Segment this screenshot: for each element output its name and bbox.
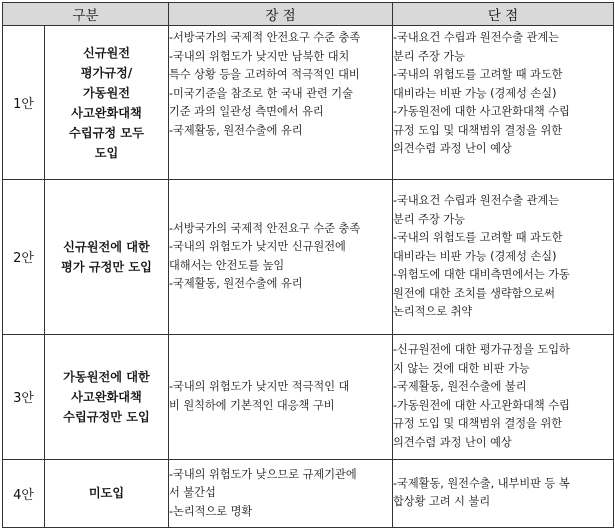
plan-label: 2안 bbox=[3, 180, 45, 334]
point-line: 대비라는 비판 가능 (경제성 손실) bbox=[393, 249, 557, 263]
point-line: 비 원칙하에 기본적인 대응책 구비 bbox=[169, 398, 335, 412]
point-line: 분리 주장 가능 bbox=[393, 49, 465, 63]
point-line: -미국기준을 참조로 한 국내 관련 기술 bbox=[169, 86, 353, 100]
point-line: 서 불간섭 bbox=[169, 486, 216, 500]
merits-cell bbox=[169, 334, 393, 459]
point-line: -국내의 위험도를 고려할 때 과도한 bbox=[393, 68, 563, 82]
point-line: -국내의 위험도가 낮지만 신규원전에 bbox=[169, 240, 346, 254]
header-row bbox=[3, 3, 614, 26]
merits-cell bbox=[169, 459, 393, 527]
point-line: -국제활동, 원전수출, 내부비판 등 복 bbox=[393, 476, 570, 490]
demerits-cell bbox=[393, 334, 614, 459]
header-merits: 장 점 bbox=[169, 3, 393, 26]
header-demerits: 단 점 bbox=[393, 3, 614, 26]
point-line: -가동원전에 대한 사고완화대책 수립 bbox=[393, 105, 570, 119]
merits-cell bbox=[169, 26, 393, 180]
point-line: 지 않는 것에 대한 비판 가능 bbox=[393, 361, 530, 375]
point-line: -가동원전에 대한 사고완화대책 수립 bbox=[393, 398, 570, 412]
point-line: 특수 상황 등을 고려하여 적극적인 대비 bbox=[169, 68, 360, 82]
point-line: -국내의 위험도가 낮지만 남북한 대치 bbox=[169, 49, 350, 63]
point-line: -국내요건 수립과 원전수출 관계는 bbox=[393, 31, 560, 45]
point-line: 규정 도입 및 대책범위 결정을 위한 bbox=[393, 417, 563, 431]
point-line: -신규원전에 대한 평가규정을 도입하 bbox=[393, 343, 570, 357]
point-line: 분리 주장 가능 bbox=[393, 212, 465, 226]
point-line: -위험도에 대한 대비측면에서는 가동 bbox=[393, 268, 570, 282]
point-line: -국내의 위험도가 낮지만 적극적인 대 bbox=[169, 380, 350, 394]
point-line: -논리적으로 명확 bbox=[169, 504, 253, 518]
point-line: -국내의 위험도가 낮으므로 규제기관에 bbox=[169, 467, 357, 481]
demerits-cell bbox=[393, 459, 614, 527]
plan-scope: 신규원전에 대한 평가 규정만 도입 bbox=[45, 180, 169, 334]
table-row bbox=[3, 334, 614, 459]
table-row bbox=[3, 180, 614, 334]
merits-cell bbox=[169, 180, 393, 334]
point-line: 합상황 고려 시 불리 bbox=[393, 495, 491, 509]
table-row bbox=[3, 459, 614, 527]
table-row bbox=[3, 26, 614, 180]
plan-label: 1안 bbox=[3, 26, 45, 180]
point-line: -국내의 위험도를 고려할 때 과도한 bbox=[393, 231, 563, 245]
point-line: -국제활동, 원전수출에 불리 bbox=[393, 380, 527, 394]
point-line: -서방국가의 국제적 안전요구 수준 충족 bbox=[169, 221, 361, 235]
point-line: -국내요건 수립과 원전수출 관계는 bbox=[393, 194, 560, 208]
point-line: -서방국가의 국제적 안전요구 수준 충족 bbox=[169, 31, 361, 45]
point-line: 기준 과의 일관성 측면에서 유리 bbox=[169, 105, 324, 119]
point-line: 의견수렴 과정 난이 예상 bbox=[393, 142, 512, 156]
point-line: 논리적으로 취약 bbox=[393, 305, 473, 319]
comparison-table bbox=[2, 2, 614, 528]
point-line: 대해서는 안전도를 높임 bbox=[169, 258, 285, 272]
demerits-cell bbox=[393, 180, 614, 334]
plan-scope: 미도입 bbox=[45, 459, 169, 527]
plan-label: 3안 bbox=[3, 334, 45, 459]
point-line: -국제활동, 원전수출에 유리 bbox=[169, 123, 303, 137]
point-line: 대비라는 비판 가능 (경제성 손실) bbox=[393, 86, 557, 100]
plan-scope: 가동원전에 대한 사고완화대책 수립규정만 도입 bbox=[45, 334, 169, 459]
point-line: 원전에 대한 조치를 생략함으로써 bbox=[393, 286, 555, 300]
demerits-cell bbox=[393, 26, 614, 180]
point-line: -국제활동, 원전수출에 유리 bbox=[169, 277, 303, 291]
header-division: 구분 bbox=[3, 3, 169, 26]
plan-label: 4안 bbox=[3, 459, 45, 527]
plan-scope: 신규원전 평가규정/ 가동원전 사고완화대책 수립규정 모두 도입 bbox=[45, 26, 169, 180]
point-line: 규정 도입 및 대책범위 결정을 위한 bbox=[393, 123, 563, 137]
point-line: 의견수렴 과정 난이 예상 bbox=[393, 435, 512, 449]
